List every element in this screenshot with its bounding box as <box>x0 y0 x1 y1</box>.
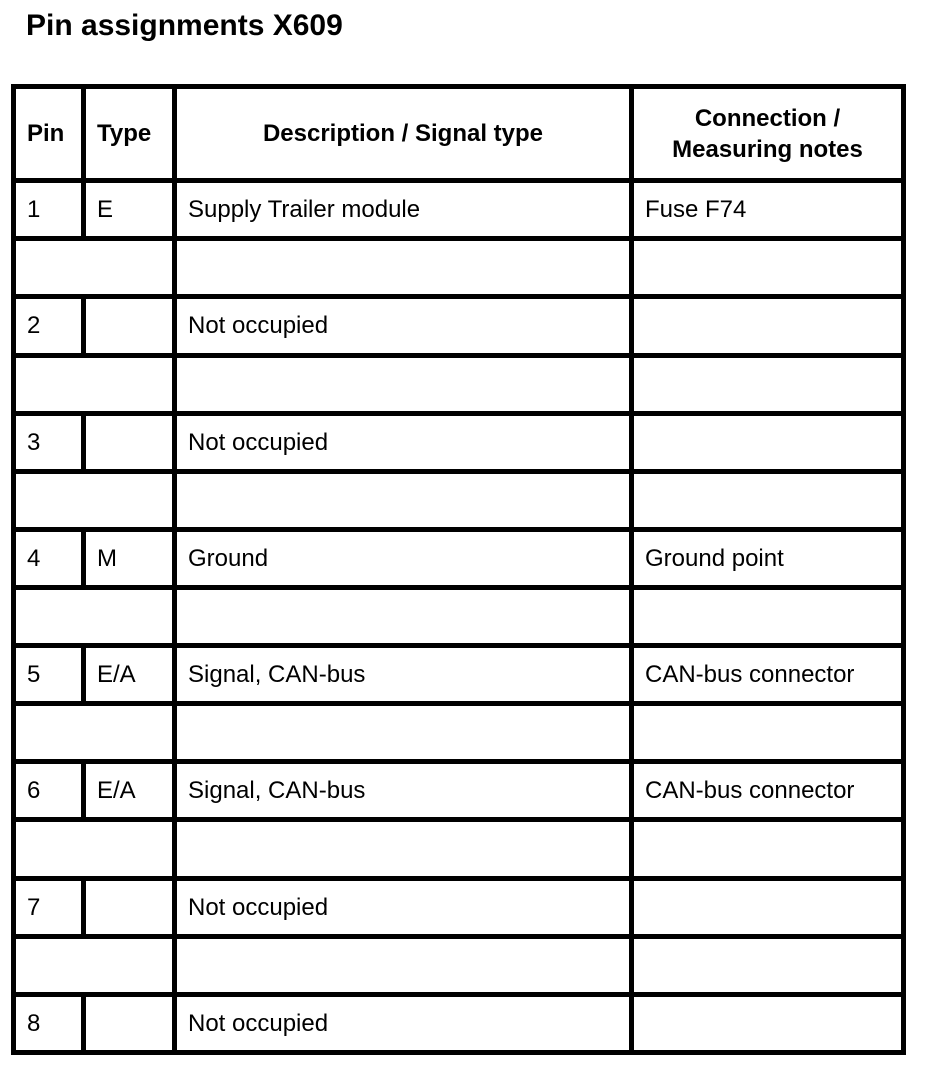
connection-cell <box>632 994 904 1052</box>
header-type: Type <box>84 87 175 181</box>
table-row <box>14 994 904 1052</box>
table-header-row <box>14 87 904 181</box>
spacer-cell <box>175 471 632 529</box>
table-row <box>14 413 904 471</box>
table-spacer-row <box>14 239 904 297</box>
type-cell: E/A <box>84 646 175 704</box>
connection-cell <box>632 413 904 471</box>
spacer-cell <box>175 355 632 413</box>
connection-cell: Ground point <box>632 529 904 587</box>
description-cell: Signal, CAN-bus <box>175 762 632 820</box>
spacer-cell <box>175 820 632 878</box>
type-cell: E <box>84 181 175 239</box>
connection-cell <box>632 297 904 355</box>
table-spacer-row <box>14 820 904 878</box>
pin-cell: 5 <box>14 646 84 704</box>
type-cell <box>84 994 175 1052</box>
table-spacer-row <box>14 936 904 994</box>
type-cell <box>84 878 175 936</box>
spacer-cell <box>175 239 632 297</box>
description-cell: Not occupied <box>175 994 632 1052</box>
connection-cell <box>632 878 904 936</box>
pin-cell: 6 <box>14 762 84 820</box>
connection-cell: CAN-bus connector <box>632 762 904 820</box>
spacer-cell <box>14 704 175 762</box>
spacer-cell <box>632 355 904 413</box>
pin-cell: 8 <box>14 994 84 1052</box>
spacer-cell <box>632 587 904 645</box>
header-description: Description / Signal type <box>175 87 632 181</box>
description-cell: Signal, CAN-bus <box>175 646 632 704</box>
header-connection <box>632 87 904 181</box>
spacer-cell <box>14 936 175 994</box>
spacer-cell <box>632 820 904 878</box>
table-spacer-row <box>14 355 904 413</box>
spacer-cell <box>14 355 175 413</box>
pin-cell: 4 <box>14 529 84 587</box>
spacer-cell <box>632 239 904 297</box>
description-cell: Not occupied <box>175 297 632 355</box>
header-connection-line2: Measuring notes <box>672 135 863 163</box>
header-pin: Pin <box>14 87 84 181</box>
spacer-cell <box>14 239 175 297</box>
table-spacer-row <box>14 704 904 762</box>
pin-cell: 1 <box>14 181 84 239</box>
spacer-cell <box>14 587 175 645</box>
spacer-cell <box>175 587 632 645</box>
pin-cell: 2 <box>14 297 84 355</box>
type-cell: E/A <box>84 762 175 820</box>
description-cell: Not occupied <box>175 413 632 471</box>
description-cell: Not occupied <box>175 878 632 936</box>
description-cell: Ground <box>175 529 632 587</box>
type-cell <box>84 413 175 471</box>
spacer-cell <box>175 704 632 762</box>
spacer-cell <box>632 704 904 762</box>
type-cell: M <box>84 529 175 587</box>
page-title: Pin assignments X609 <box>26 9 343 42</box>
header-connection-line1: Connection / <box>694 104 841 132</box>
connection-cell: Fuse F74 <box>632 181 904 239</box>
type-cell <box>84 297 175 355</box>
table-row <box>14 529 904 587</box>
table-row <box>14 181 904 239</box>
connection-cell: CAN-bus connector <box>632 646 904 704</box>
table-row <box>14 878 904 936</box>
table-row <box>14 762 904 820</box>
pin-cell: 3 <box>14 413 84 471</box>
spacer-cell <box>632 471 904 529</box>
spacer-cell <box>632 936 904 994</box>
pin-assignment-table <box>11 84 906 1055</box>
table-row <box>14 646 904 704</box>
pin-cell: 7 <box>14 878 84 936</box>
description-cell: Supply Trailer module <box>175 181 632 239</box>
spacer-cell <box>175 936 632 994</box>
table-row <box>14 297 904 355</box>
table-spacer-row <box>14 471 904 529</box>
table-spacer-row <box>14 587 904 645</box>
spacer-cell <box>14 820 175 878</box>
spacer-cell <box>14 471 175 529</box>
